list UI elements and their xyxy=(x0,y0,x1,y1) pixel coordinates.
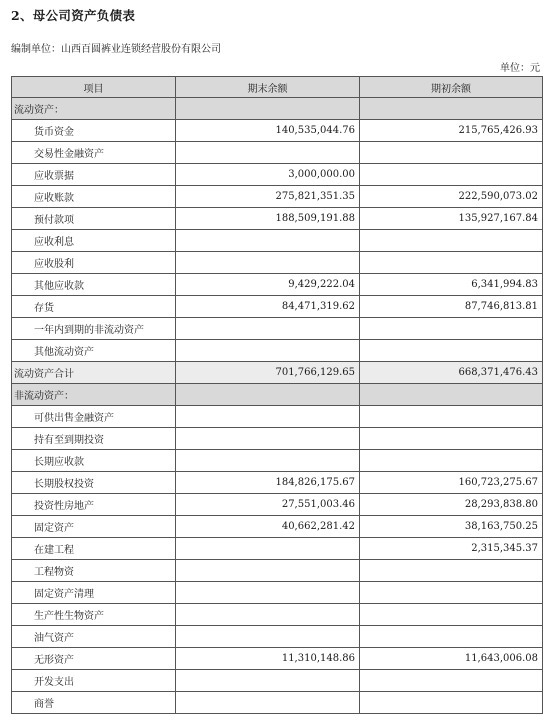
row-item-label: 一年内到期的非流动资产 xyxy=(12,318,176,340)
table-row xyxy=(12,604,543,626)
table-row xyxy=(12,230,543,252)
table-row xyxy=(12,142,543,164)
ending-balance-cell: 27,551,003.46 xyxy=(176,494,360,516)
opening-balance-cell xyxy=(360,670,543,692)
ending-balance-cell xyxy=(176,604,360,626)
section-row xyxy=(12,384,543,406)
opening-balance-cell: 668,371,476.43 xyxy=(360,362,543,384)
opening-balance-cell xyxy=(360,384,543,406)
table-row xyxy=(12,648,543,670)
opening-balance-cell: 215,765,426.93 xyxy=(360,120,543,142)
row-item-label: 其他应收款 xyxy=(12,274,176,296)
row-item-label: 固定资产 xyxy=(12,516,176,538)
table-row xyxy=(12,208,543,230)
ending-balance-cell xyxy=(176,626,360,648)
row-item-label: 固定资产清理 xyxy=(12,582,176,604)
table-row xyxy=(12,472,543,494)
row-item-label: 应收股利 xyxy=(12,252,176,274)
reporting-entity: 编制单位：山西百圆裤业连锁经营股份有限公司 xyxy=(11,44,221,55)
table-row xyxy=(12,274,543,296)
table-row xyxy=(12,120,543,142)
table-row xyxy=(12,516,543,538)
row-item-label: 工程物资 xyxy=(12,560,176,582)
opening-balance-cell: 160,723,275.67 xyxy=(360,472,543,494)
row-item-label: 货币资金 xyxy=(12,120,176,142)
ending-balance-cell xyxy=(176,98,360,120)
ending-balance-cell xyxy=(176,340,360,362)
ending-balance-cell xyxy=(176,692,360,714)
ending-balance-cell xyxy=(176,428,360,450)
ending-balance-cell xyxy=(176,582,360,604)
opening-balance-cell xyxy=(360,582,543,604)
ending-balance-cell xyxy=(176,450,360,472)
table-row xyxy=(12,318,543,340)
table-row xyxy=(12,164,543,186)
row-item-label: 交易性金融资产 xyxy=(12,142,176,164)
row-item-label: 商誉 xyxy=(12,692,176,714)
row-item-label: 生产性生物资产 xyxy=(12,604,176,626)
opening-balance-cell: 135,927,167.84 xyxy=(360,208,543,230)
opening-balance-cell xyxy=(360,318,543,340)
row-item-label: 其他流动资产 xyxy=(12,340,176,362)
table-row xyxy=(12,428,543,450)
row-item-label: 在建工程 xyxy=(12,538,176,560)
balance-sheet-table xyxy=(11,76,543,714)
ending-balance-cell: 40,662,281.42 xyxy=(176,516,360,538)
ending-balance-cell: 701,766,129.65 xyxy=(176,362,360,384)
opening-balance-cell xyxy=(360,604,543,626)
row-item-label: 应收账款 xyxy=(12,186,176,208)
ending-balance-cell: 275,821,351.35 xyxy=(176,186,360,208)
row-item-label: 投资性房地产 xyxy=(12,494,176,516)
opening-balance-cell xyxy=(360,406,543,428)
opening-balance-cell: 87,746,813.81 xyxy=(360,296,543,318)
opening-balance-cell: 222,590,073.02 xyxy=(360,186,543,208)
ending-balance-cell: 11,310,148.86 xyxy=(176,648,360,670)
ending-balance-cell xyxy=(176,670,360,692)
table-row xyxy=(12,296,543,318)
ending-balance-cell xyxy=(176,318,360,340)
row-item-label: 预付款项 xyxy=(12,208,176,230)
table-row xyxy=(12,692,543,714)
row-item-label: 应收票据 xyxy=(12,164,176,186)
ending-balance-cell: 84,471,319.62 xyxy=(176,296,360,318)
opening-balance-cell xyxy=(360,626,543,648)
ending-balance-cell xyxy=(176,252,360,274)
table-row xyxy=(12,406,543,428)
ending-balance-cell: 188,509,191.88 xyxy=(176,208,360,230)
ending-balance-cell xyxy=(176,142,360,164)
opening-balance-cell: 11,643,006.08 xyxy=(360,648,543,670)
opening-balance-cell: 2,315,345.37 xyxy=(360,538,543,560)
opening-balance-cell xyxy=(360,252,543,274)
row-item-label: 无形资产 xyxy=(12,648,176,670)
row-item-label: 长期股权投资 xyxy=(12,472,176,494)
table-row xyxy=(12,560,543,582)
row-item-label: 油气资产 xyxy=(12,626,176,648)
section-row xyxy=(12,98,543,120)
opening-balance-cell xyxy=(360,692,543,714)
opening-balance-cell xyxy=(360,428,543,450)
subtotal-row xyxy=(12,362,543,384)
table-row xyxy=(12,582,543,604)
ending-balance-cell: 3,000,000.00 xyxy=(176,164,360,186)
opening-balance-cell xyxy=(360,560,543,582)
table-row xyxy=(12,494,543,516)
row-item-label: 非流动资产： xyxy=(12,384,176,406)
ending-balance-cell xyxy=(176,384,360,406)
ending-balance-cell xyxy=(176,538,360,560)
table-row xyxy=(12,186,543,208)
opening-balance-cell xyxy=(360,230,543,252)
row-item-label: 应收利息 xyxy=(12,230,176,252)
table-header-row xyxy=(12,77,543,98)
opening-balance-cell xyxy=(360,142,543,164)
row-item-label: 可供出售金融资产 xyxy=(12,406,176,428)
table-row xyxy=(12,450,543,472)
opening-balance-cell xyxy=(360,340,543,362)
header-ending-balance: 期末余额 xyxy=(176,77,360,98)
opening-balance-cell xyxy=(360,450,543,472)
ending-balance-cell xyxy=(176,560,360,582)
row-item-label: 流动资产合计 xyxy=(12,362,176,384)
page-title: 2、母公司资产负债表 xyxy=(11,8,136,23)
opening-balance-cell: 28,293,838.80 xyxy=(360,494,543,516)
ending-balance-cell xyxy=(176,406,360,428)
header-item: 项目 xyxy=(12,77,176,98)
opening-balance-cell xyxy=(360,164,543,186)
table-row xyxy=(12,670,543,692)
row-item-label: 持有至到期投资 xyxy=(12,428,176,450)
currency-unit: 单位：元 xyxy=(500,63,540,74)
opening-balance-cell: 6,341,994.83 xyxy=(360,274,543,296)
header-opening-balance: 期初余额 xyxy=(360,77,543,98)
row-item-label: 长期应收款 xyxy=(12,450,176,472)
opening-balance-cell: 38,163,750.25 xyxy=(360,516,543,538)
ending-balance-cell: 9,429,222.04 xyxy=(176,274,360,296)
table-row xyxy=(12,538,543,560)
table-row xyxy=(12,252,543,274)
opening-balance-cell xyxy=(360,98,543,120)
table-row xyxy=(12,340,543,362)
table-row xyxy=(12,626,543,648)
row-item-label: 存货 xyxy=(12,296,176,318)
row-item-label: 开发支出 xyxy=(12,670,176,692)
ending-balance-cell: 140,535,044.76 xyxy=(176,120,360,142)
row-item-label: 流动资产： xyxy=(12,98,176,120)
ending-balance-cell: 184,826,175.67 xyxy=(176,472,360,494)
ending-balance-cell xyxy=(176,230,360,252)
